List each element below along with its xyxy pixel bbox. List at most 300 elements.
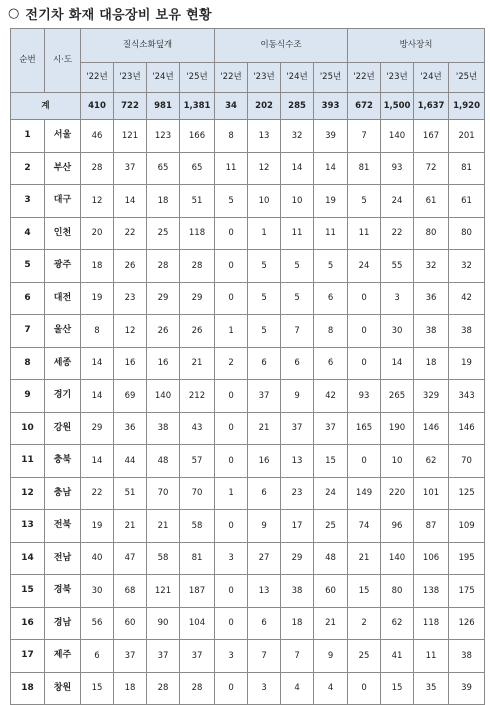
row-value-cell: 6	[248, 477, 281, 510]
row-value-cell: 0	[215, 250, 248, 283]
row-value-cell: 58	[180, 510, 215, 543]
header-year: '22년	[348, 63, 381, 93]
row-value-cell: 42	[314, 380, 348, 413]
row-value-cell: 51	[180, 185, 215, 218]
row-value-cell: 72	[414, 152, 449, 185]
row-index: 10	[11, 412, 45, 445]
row-value-cell: 29	[81, 412, 114, 445]
title-text: 전기차 화재 대응장비 보유 현황	[25, 7, 212, 23]
row-value-cell: 0	[348, 315, 381, 348]
row-region: 충남	[45, 477, 81, 510]
row-value-cell: 6	[248, 347, 281, 380]
header-year: '22년	[81, 63, 114, 93]
row-value-cell: 93	[381, 152, 414, 185]
row-value-cell: 61	[449, 185, 485, 218]
row-value-cell: 16	[147, 347, 180, 380]
row-value-cell: 38	[147, 412, 180, 445]
row-region: 서울	[45, 120, 81, 153]
row-value-cell: 1	[215, 477, 248, 510]
row-value-cell: 6	[281, 347, 314, 380]
total-cell: 1,381	[180, 93, 215, 120]
row-value-cell: 7	[248, 640, 281, 673]
row-value-cell: 36	[114, 412, 147, 445]
row-value-cell: 0	[215, 607, 248, 640]
row-value-cell: 146	[449, 412, 485, 445]
row-region: 부산	[45, 152, 81, 185]
row-value-cell: 0	[215, 380, 248, 413]
row-value-cell: 10	[281, 185, 314, 218]
row-value-cell: 36	[414, 282, 449, 315]
table-row	[11, 347, 485, 380]
row-value-cell: 21	[147, 510, 180, 543]
row-value-cell: 38	[449, 640, 485, 673]
row-value-cell: 62	[414, 445, 449, 478]
row-value-cell: 17	[281, 510, 314, 543]
row-value-cell: 32	[281, 120, 314, 153]
header-year: '23년	[248, 63, 281, 93]
row-value-cell: 167	[414, 120, 449, 153]
row-value-cell: 19	[81, 510, 114, 543]
row-value-cell: 21	[114, 510, 147, 543]
row-index: 11	[11, 445, 45, 478]
row-value-cell: 21	[314, 607, 348, 640]
row-value-cell: 165	[348, 412, 381, 445]
row-value-cell: 9	[281, 380, 314, 413]
row-value-cell: 18	[281, 607, 314, 640]
row-value-cell: 13	[248, 575, 281, 608]
document-title	[0, 0, 490, 26]
row-value-cell: 140	[381, 120, 414, 153]
total-label: 계	[11, 93, 81, 120]
row-value-cell: 58	[147, 542, 180, 575]
total-cell: 1,500	[381, 93, 414, 120]
header-year: '25년	[314, 63, 348, 93]
row-region: 광주	[45, 250, 81, 283]
row-value-cell: 37	[114, 640, 147, 673]
total-cell: 981	[147, 93, 180, 120]
row-index: 1	[11, 120, 45, 153]
row-region: 충북	[45, 445, 81, 478]
row-value-cell: 80	[414, 217, 449, 250]
row-index: 6	[11, 282, 45, 315]
row-value-cell: 28	[180, 250, 215, 283]
row-value-cell: 2	[215, 347, 248, 380]
total-cell: 202	[248, 93, 281, 120]
row-value-cell: 21	[248, 412, 281, 445]
row-value-cell: 101	[414, 477, 449, 510]
header-group-spray-device: 방사장치	[348, 29, 485, 63]
row-value-cell: 0	[348, 445, 381, 478]
row-value-cell: 16	[248, 445, 281, 478]
row-value-cell: 140	[147, 380, 180, 413]
row-value-cell: 4	[314, 672, 348, 705]
row-value-cell: 18	[81, 250, 114, 283]
row-region: 전북	[45, 510, 81, 543]
table-row	[11, 412, 485, 445]
table-row	[11, 542, 485, 575]
row-value-cell: 35	[414, 672, 449, 705]
row-value-cell: 28	[81, 152, 114, 185]
row-value-cell: 26	[180, 315, 215, 348]
row-value-cell: 125	[449, 477, 485, 510]
row-value-cell: 14	[81, 347, 114, 380]
row-value-cell: 37	[281, 412, 314, 445]
row-region: 전남	[45, 542, 81, 575]
table-row	[11, 120, 485, 153]
row-value-cell: 37	[314, 412, 348, 445]
row-value-cell: 4	[281, 672, 314, 705]
row-value-cell: 65	[180, 152, 215, 185]
row-value-cell: 48	[314, 542, 348, 575]
row-value-cell: 14	[381, 347, 414, 380]
row-value-cell: 15	[314, 445, 348, 478]
row-value-cell: 3	[215, 542, 248, 575]
row-value-cell: 3	[215, 640, 248, 673]
row-value-cell: 14	[81, 445, 114, 478]
row-value-cell: 8	[215, 120, 248, 153]
row-value-cell: 212	[180, 380, 215, 413]
row-value-cell: 0	[215, 217, 248, 250]
row-index: 8	[11, 347, 45, 380]
header-year: '23년	[114, 63, 147, 93]
row-value-cell: 60	[114, 607, 147, 640]
row-value-cell: 166	[180, 120, 215, 153]
row-value-cell: 25	[147, 217, 180, 250]
row-value-cell: 12	[81, 185, 114, 218]
row-value-cell: 7	[281, 315, 314, 348]
table-row	[11, 510, 485, 543]
row-value-cell: 25	[348, 640, 381, 673]
row-value-cell: 65	[147, 152, 180, 185]
row-value-cell: 22	[114, 217, 147, 250]
row-value-cell: 11	[414, 640, 449, 673]
table-row	[11, 575, 485, 608]
row-value-cell: 140	[381, 542, 414, 575]
row-value-cell: 25	[314, 510, 348, 543]
row-value-cell: 39	[449, 672, 485, 705]
header-year: '24년	[281, 63, 314, 93]
row-value-cell: 13	[248, 120, 281, 153]
row-value-cell: 23	[281, 477, 314, 510]
row-value-cell: 118	[180, 217, 215, 250]
row-value-cell: 42	[449, 282, 485, 315]
row-value-cell: 70	[147, 477, 180, 510]
row-value-cell: 15	[348, 575, 381, 608]
row-value-cell: 14	[114, 185, 147, 218]
row-region: 제주	[45, 640, 81, 673]
row-value-cell: 18	[147, 185, 180, 218]
row-value-cell: 28	[147, 672, 180, 705]
row-value-cell: 40	[81, 542, 114, 575]
row-value-cell: 38	[414, 315, 449, 348]
row-value-cell: 14	[314, 152, 348, 185]
total-cell: 34	[215, 93, 248, 120]
header-region: 시·도	[45, 29, 81, 93]
header-year: '23년	[381, 63, 414, 93]
equipment-table	[10, 28, 485, 705]
row-index: 3	[11, 185, 45, 218]
row-value-cell: 15	[381, 672, 414, 705]
row-value-cell: 21	[180, 347, 215, 380]
header-index: 순번	[11, 29, 45, 93]
row-value-cell: 0	[215, 412, 248, 445]
row-value-cell: 39	[314, 120, 348, 153]
row-value-cell: 69	[114, 380, 147, 413]
row-value-cell: 38	[449, 315, 485, 348]
table-row	[11, 607, 485, 640]
row-value-cell: 29	[281, 542, 314, 575]
total-cell: 1,637	[414, 93, 449, 120]
row-value-cell: 96	[381, 510, 414, 543]
table-row	[11, 640, 485, 673]
row-value-cell: 0	[348, 347, 381, 380]
row-value-cell: 81	[348, 152, 381, 185]
row-region: 인천	[45, 217, 81, 250]
row-value-cell: 220	[381, 477, 414, 510]
row-value-cell: 29	[180, 282, 215, 315]
row-value-cell: 195	[449, 542, 485, 575]
table-row	[11, 152, 485, 185]
row-region: 경남	[45, 607, 81, 640]
header-year: '24년	[414, 63, 449, 93]
row-value-cell: 24	[314, 477, 348, 510]
row-value-cell: 81	[449, 152, 485, 185]
row-value-cell: 343	[449, 380, 485, 413]
row-value-cell: 10	[248, 185, 281, 218]
row-value-cell: 0	[215, 672, 248, 705]
row-value-cell: 90	[147, 607, 180, 640]
table-row	[11, 380, 485, 413]
row-value-cell: 1	[215, 315, 248, 348]
total-cell: 285	[281, 93, 314, 120]
row-value-cell: 106	[414, 542, 449, 575]
row-value-cell: 37	[147, 640, 180, 673]
row-value-cell: 6	[314, 282, 348, 315]
row-value-cell: 8	[314, 315, 348, 348]
row-value-cell: 74	[348, 510, 381, 543]
header-group-fire-blanket: 질식소화덮개	[81, 29, 215, 63]
row-value-cell: 16	[114, 347, 147, 380]
row-value-cell: 10	[381, 445, 414, 478]
row-value-cell: 109	[449, 510, 485, 543]
row-value-cell: 81	[180, 542, 215, 575]
table-row	[11, 477, 485, 510]
total-cell: 1,920	[449, 93, 485, 120]
row-value-cell: 126	[449, 607, 485, 640]
row-region: 경북	[45, 575, 81, 608]
row-index: 9	[11, 380, 45, 413]
row-index: 5	[11, 250, 45, 283]
header-year: '22년	[215, 63, 248, 93]
row-value-cell: 5	[248, 250, 281, 283]
row-value-cell: 5	[248, 315, 281, 348]
row-value-cell: 6	[81, 640, 114, 673]
row-value-cell: 5	[281, 250, 314, 283]
row-index: 17	[11, 640, 45, 673]
row-value-cell: 138	[414, 575, 449, 608]
row-value-cell: 22	[381, 217, 414, 250]
row-value-cell: 93	[348, 380, 381, 413]
row-index: 14	[11, 542, 45, 575]
row-region: 세종	[45, 347, 81, 380]
header-group-water-tank: 이동식수조	[215, 29, 348, 63]
row-value-cell: 60	[314, 575, 348, 608]
row-value-cell: 190	[381, 412, 414, 445]
row-value-cell: 18	[114, 672, 147, 705]
row-value-cell: 51	[114, 477, 147, 510]
row-value-cell: 6	[248, 607, 281, 640]
row-value-cell: 44	[114, 445, 147, 478]
row-value-cell: 26	[114, 250, 147, 283]
row-value-cell: 55	[381, 250, 414, 283]
row-value-cell: 41	[381, 640, 414, 673]
row-value-cell: 146	[414, 412, 449, 445]
total-cell: 393	[314, 93, 348, 120]
row-value-cell: 123	[147, 120, 180, 153]
row-value-cell: 37	[114, 152, 147, 185]
row-value-cell: 48	[147, 445, 180, 478]
row-value-cell: 15	[81, 672, 114, 705]
row-region: 대전	[45, 282, 81, 315]
table-row	[11, 282, 485, 315]
row-value-cell: 22	[81, 477, 114, 510]
row-value-cell: 23	[114, 282, 147, 315]
row-value-cell: 11	[215, 152, 248, 185]
row-value-cell: 9	[314, 640, 348, 673]
row-index: 16	[11, 607, 45, 640]
row-index: 7	[11, 315, 45, 348]
row-index: 13	[11, 510, 45, 543]
table-row	[11, 185, 485, 218]
row-value-cell: 61	[414, 185, 449, 218]
row-value-cell: 0	[348, 282, 381, 315]
row-value-cell: 0	[215, 445, 248, 478]
row-value-cell: 19	[449, 347, 485, 380]
row-value-cell: 12	[114, 315, 147, 348]
row-value-cell: 12	[248, 152, 281, 185]
table-row	[11, 250, 485, 283]
row-value-cell: 70	[449, 445, 485, 478]
row-value-cell: 13	[281, 445, 314, 478]
row-value-cell: 80	[449, 217, 485, 250]
row-value-cell: 87	[414, 510, 449, 543]
row-value-cell: 14	[81, 380, 114, 413]
row-value-cell: 5	[215, 185, 248, 218]
total-cell: 722	[114, 93, 147, 120]
row-value-cell: 62	[381, 607, 414, 640]
row-value-cell: 7	[281, 640, 314, 673]
table-row	[11, 315, 485, 348]
row-value-cell: 9	[248, 510, 281, 543]
row-region: 강원	[45, 412, 81, 445]
row-value-cell: 27	[248, 542, 281, 575]
row-value-cell: 8	[81, 315, 114, 348]
row-value-cell: 24	[348, 250, 381, 283]
row-value-cell: 7	[348, 120, 381, 153]
table-row	[11, 672, 485, 705]
row-value-cell: 43	[180, 412, 215, 445]
row-value-cell: 11	[281, 217, 314, 250]
row-value-cell: 80	[381, 575, 414, 608]
row-value-cell: 28	[147, 250, 180, 283]
row-value-cell: 201	[449, 120, 485, 153]
table-row	[11, 217, 485, 250]
row-value-cell: 2	[348, 607, 381, 640]
row-value-cell: 47	[114, 542, 147, 575]
row-value-cell: 175	[449, 575, 485, 608]
row-index: 18	[11, 672, 45, 705]
row-value-cell: 0	[215, 282, 248, 315]
row-value-cell: 57	[180, 445, 215, 478]
row-value-cell: 265	[381, 380, 414, 413]
row-value-cell: 0	[215, 510, 248, 543]
row-index: 4	[11, 217, 45, 250]
row-value-cell: 14	[281, 152, 314, 185]
row-value-cell: 19	[314, 185, 348, 218]
row-value-cell: 32	[449, 250, 485, 283]
row-value-cell: 0	[348, 672, 381, 705]
row-index: 15	[11, 575, 45, 608]
row-value-cell: 11	[348, 217, 381, 250]
row-region: 경기	[45, 380, 81, 413]
row-value-cell: 28	[180, 672, 215, 705]
row-value-cell: 20	[81, 217, 114, 250]
total-row	[11, 93, 485, 120]
row-index: 2	[11, 152, 45, 185]
row-value-cell: 5	[348, 185, 381, 218]
row-value-cell: 30	[381, 315, 414, 348]
row-region: 울산	[45, 315, 81, 348]
row-value-cell: 187	[180, 575, 215, 608]
row-value-cell: 3	[248, 672, 281, 705]
row-value-cell: 11	[314, 217, 348, 250]
row-value-cell: 21	[348, 542, 381, 575]
header-year-row	[11, 63, 485, 93]
row-value-cell: 32	[414, 250, 449, 283]
title-bullet: ○	[8, 5, 20, 21]
row-value-cell: 329	[414, 380, 449, 413]
row-value-cell: 121	[147, 575, 180, 608]
row-value-cell: 38	[281, 575, 314, 608]
row-value-cell: 18	[414, 347, 449, 380]
header-year: '24년	[147, 63, 180, 93]
row-value-cell: 118	[414, 607, 449, 640]
row-region: 창원	[45, 672, 81, 705]
row-value-cell: 19	[81, 282, 114, 315]
row-value-cell: 5	[281, 282, 314, 315]
row-value-cell: 149	[348, 477, 381, 510]
total-cell: 410	[81, 93, 114, 120]
row-value-cell: 24	[381, 185, 414, 218]
header-group-row	[11, 29, 485, 63]
row-value-cell: 30	[81, 575, 114, 608]
row-value-cell: 5	[248, 282, 281, 315]
row-value-cell: 70	[180, 477, 215, 510]
table-row	[11, 445, 485, 478]
row-value-cell: 37	[248, 380, 281, 413]
row-value-cell: 5	[314, 250, 348, 283]
row-region: 대구	[45, 185, 81, 218]
row-value-cell: 121	[114, 120, 147, 153]
header-year: '25년	[180, 63, 215, 93]
row-value-cell: 1	[248, 217, 281, 250]
row-index: 12	[11, 477, 45, 510]
row-value-cell: 68	[114, 575, 147, 608]
row-value-cell: 104	[180, 607, 215, 640]
row-value-cell: 56	[81, 607, 114, 640]
row-value-cell: 26	[147, 315, 180, 348]
row-value-cell: 0	[215, 575, 248, 608]
